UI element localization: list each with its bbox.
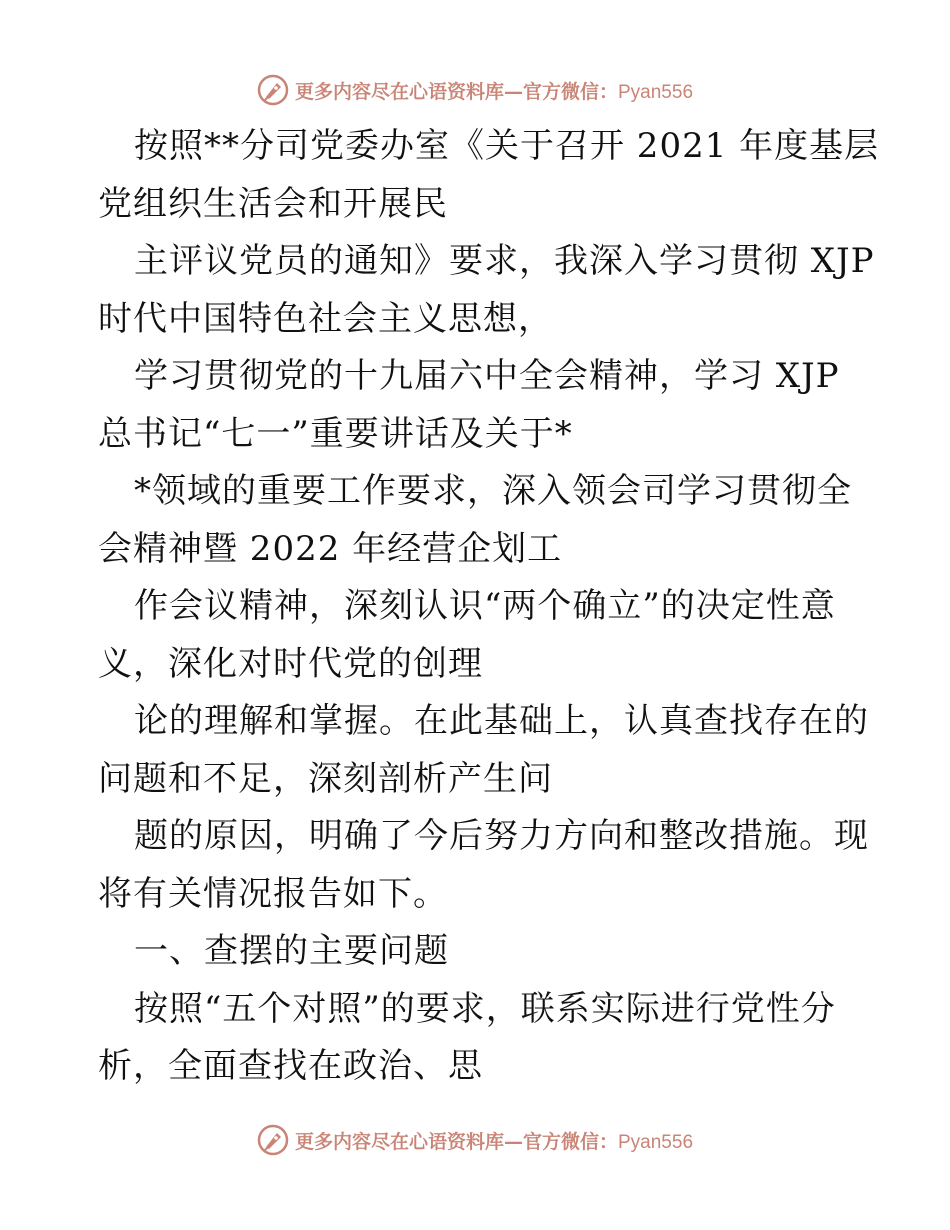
- text-line: 一、查摆的主要问题: [134, 931, 449, 971]
- text-line: 析，全面查找在政治、思: [98, 1046, 483, 1086]
- text-line: 按照**分司党委办室《关于召开 2021 年度基层: [134, 126, 880, 166]
- text-line: 主评议党员的通知》要求，我深入学习贯彻 XJP: [134, 241, 875, 281]
- text-line: 题的原因，明确了今后努力方向和整改措施。现: [134, 816, 869, 856]
- pen-nib-icon: [257, 74, 289, 106]
- text-line: 问题和不足，深刻剖析产生问: [98, 758, 553, 799]
- pen-nib-icon: [257, 1124, 289, 1156]
- text-line: 将有关情况报告如下。: [98, 873, 448, 914]
- watermark-header: [0, 70, 950, 110]
- text-line: 总书记“七一”重要讲话及关于*: [98, 413, 573, 454]
- text-line: 按照“五个对照”的要求，联系实际进行党性分: [134, 988, 836, 1029]
- document-body: [98, 118, 880, 1096]
- text-line: *领域的重要工作要求，深入领会司学习贯彻全: [134, 471, 852, 511]
- watermark-footer: [0, 1120, 950, 1160]
- text-line: 时代中国特色社会主义思想，: [98, 298, 553, 339]
- watermark-text: 更多内容尽在心语资料库—官方微信：Pyan556: [294, 1130, 694, 1153]
- text-line: 学习贯彻党的十九届六中全会精神，学习 XJP: [134, 356, 840, 396]
- text-line: 会精神暨 2022 年经营企划工: [98, 528, 563, 569]
- text-line: 作会议精神，深刻认识“两个确立”的决定性意: [134, 586, 836, 626]
- text-line: 党组织生活会和开展民: [98, 183, 448, 224]
- watermark-text: 更多内容尽在心语资料库—官方微信：Pyan556: [294, 80, 694, 103]
- text-line: 义，深化对时代党的创理: [98, 643, 483, 684]
- text-line: 论的理解和掌握。在此基础上，认真查找存在的: [134, 701, 869, 741]
